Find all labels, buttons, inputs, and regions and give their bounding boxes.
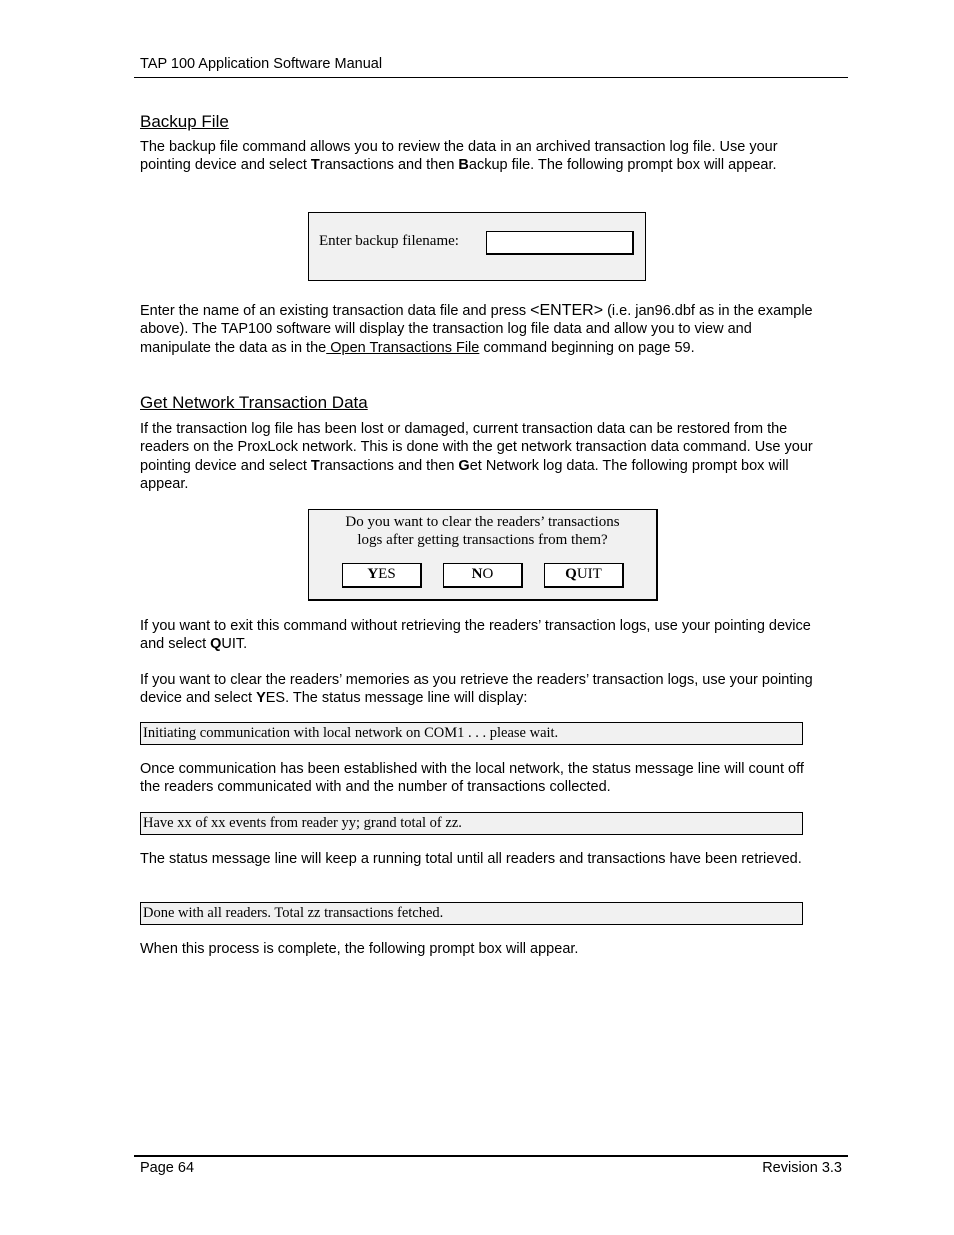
status-line-done: Done with all readers. Total zz transactions fetched.: [140, 902, 803, 925]
footer-rule: [134, 1155, 848, 1157]
running-total-paragraph: The status message line will keep a running total until all readers and transactions have been retrieved.: [140, 851, 802, 867]
status-line-progress: Have xx of xx events from reader yy; grand total of zz.: [140, 812, 803, 835]
network-intro-paragraph: If the transaction log file has been lost or damaged, current transaction data can be restored from the readers on the ProxLock network. This is done with the get network transaction data command. Use your pointing device and select Transactions and then Get Network log data. The following prompt box will appear.: [140, 421, 813, 492]
clear-logs-dialog: [308, 509, 658, 601]
yes-instructions-paragraph: If you want to clear the readers’ memories as you retrieve the readers’ transaction logs, use your pointing device and select YES. The status message line will display:: [140, 672, 813, 707]
open-transactions-file-link[interactable]: Open Transactions File: [326, 339, 480, 356]
backup-filename-input[interactable]: [486, 231, 634, 255]
backup-filename-dialog: [308, 212, 646, 281]
backup-filename-label: Enter backup filename:: [319, 233, 459, 249]
quit-button[interactable]: QUIT: [544, 563, 624, 588]
running-header: TAP 100 Application Software Manual: [140, 56, 383, 72]
yes-button[interactable]: YES: [342, 563, 422, 588]
page-number: Page 64: [140, 1160, 195, 1176]
completion-paragraph: When this process is complete, the following prompt box will appear.: [140, 941, 579, 957]
section-heading-network-data: Get Network Transaction Data: [140, 393, 368, 412]
communication-paragraph: Once communication has been established with the local network, the status message line will count off the readers communicated with and the number of transactions collected.: [140, 761, 804, 796]
clear-logs-question: Do you want to clear the readers’ transactions logs after getting transactions from them?: [345, 514, 620, 548]
backup-intro-paragraph: The backup file command allows you to review the data in an archived transaction log file. Use your pointing device and select Transactions and then Backup file. The following prompt box will appear.: [140, 139, 778, 174]
header-rule: [134, 77, 848, 78]
status-line-initiating: Initiating communication with local network on COM1 . . . please wait.: [140, 722, 803, 745]
backup-instructions-paragraph: Enter the name of an existing transaction data file and press <ENTER> (i.e. jan96.dbf as in the example above). The TAP100 software will display the transaction log file data and allow you to view and manipulate the data as in the Open Transactions File command beginning on page 59.: [140, 302, 813, 356]
no-button[interactable]: NO: [443, 563, 523, 588]
quit-instructions-paragraph: If you want to exit this command without retrieving the readers’ transaction logs, use your pointing device and select QUIT.: [140, 618, 811, 653]
revision-label: Revision 3.3: [762, 1160, 842, 1176]
section-heading-backup-file: Backup File: [140, 112, 229, 131]
